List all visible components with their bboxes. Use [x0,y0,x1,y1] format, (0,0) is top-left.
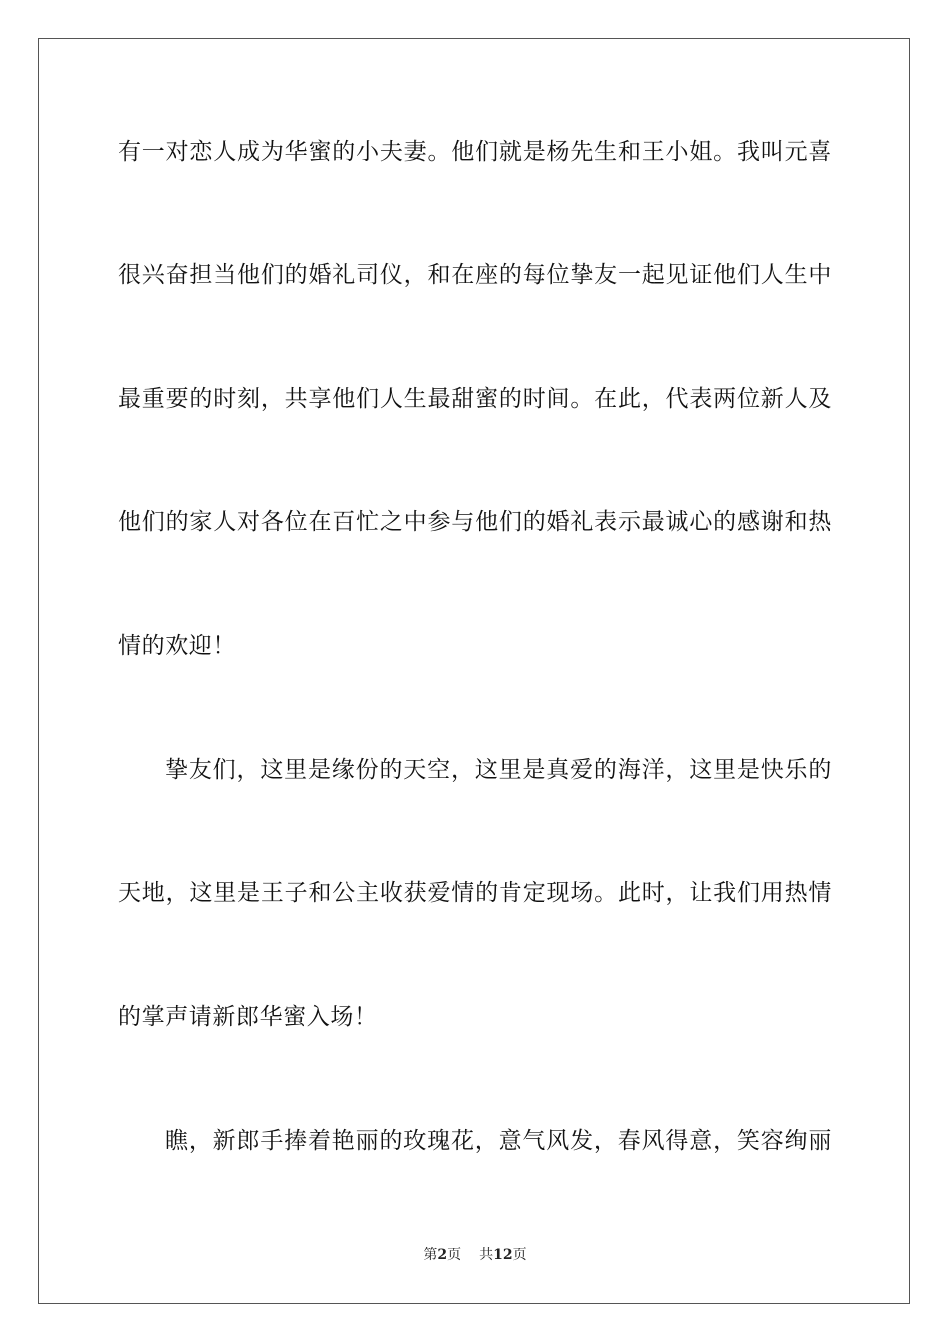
page-border [38,38,910,1304]
total-label-suffix: 页 [512,1247,527,1263]
page-label-prefix: 第 [423,1247,438,1263]
page-footer [0,1246,950,1264]
paragraph-line: 最重要的时刻，共享他们人生最甜蜜的时间。在此，代表两位新人及 [118,386,832,412]
total-label-prefix: 共 [479,1247,494,1263]
paragraph-line: 很兴奋担当他们的婚礼司仪，和在座的每位挚友一起见证他们人生中 [118,262,832,288]
page-label-suffix: 页 [447,1247,462,1263]
paragraph-line: 有一对恋人成为华蜜的小夫妻。他们就是杨先生和王小姐。我叫元喜 [118,139,832,165]
current-page-number: 2 [437,1247,448,1263]
paragraph-line: 天地，这里是王子和公主收获爱情的肯定现场。此时，让我们用热情 [118,880,832,906]
paragraph-line: 的掌声请新郎华蜜入场！ [118,1004,378,1030]
total-page-number: 12 [493,1247,513,1263]
paragraph-line: 他们的家人对各位在百忙之中参与他们的婚礼表示最诚心的感谢和热 [118,509,832,535]
paragraph-line: 挚友们，这里是缘份的天空，这里是真爱的海洋，这里是快乐的 [165,757,832,783]
paragraph-line: 瞧，新郎手捧着艳丽的玫瑰花，意气风发，春风得意，笑容绚丽 [165,1128,832,1154]
paragraph-line: 情的欢迎！ [118,633,236,659]
